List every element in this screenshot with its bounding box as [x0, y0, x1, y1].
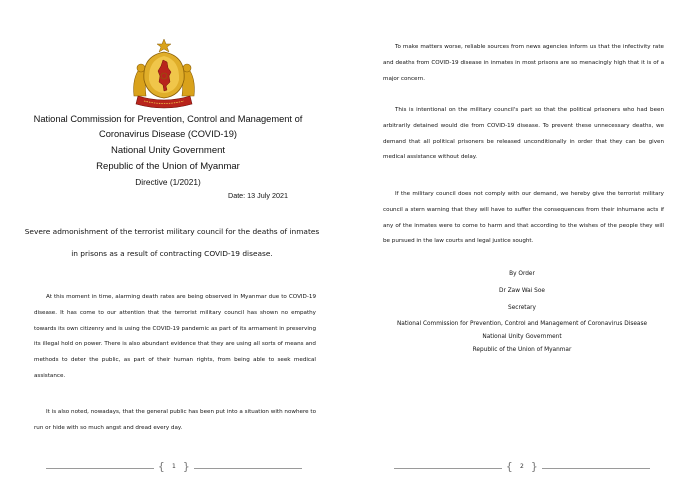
signatory-title: Secretary: [508, 305, 536, 311]
paragraph: [383, 103, 664, 166]
subject-line-2: in prisons as a result of contracting COVID-19 disease.: [71, 249, 273, 258]
signature-government: National Unity Government: [482, 334, 562, 340]
footer-rule-left: [394, 468, 502, 469]
paragraph: [34, 290, 316, 385]
paragraph-text: This is intentional on the military council's part so that the political prisoners who had been arbitrarily detained would die from COVID-19 disease. To prevent these unnecessary deaths, we demand that all political prisoners be released unconditionally in order that they can be given medical assistance without delay.: [383, 107, 664, 161]
page-number: 2: [520, 463, 524, 470]
footer-rule-right: [542, 468, 650, 469]
paragraph: [383, 187, 664, 250]
footer-brace-left: {: [158, 460, 165, 473]
paragraph-text: It is also noted, nowadays, that the general public has been put into a situation with nowhere to run or hide with so much angst and dread every day.: [34, 409, 316, 431]
paragraph: [383, 40, 664, 87]
state-name: Republic of the Union of Myanmar: [96, 161, 240, 172]
footer-rule-right: [194, 468, 302, 469]
directive-number: Directive (1/2021): [135, 177, 201, 187]
document-page-2: [348, 0, 696, 492]
footer-rule-left: [46, 468, 154, 469]
footer-brace-right: }: [183, 460, 190, 473]
footer-brace-right: }: [531, 460, 538, 473]
paragraph-text: At this moment in time, alarming death rates are being observed in Myanmar due to COVID-19 disease. It has come to our attention that the terrorist military council has shown no empathy towards its own citizenry and is using the COVID-19 pandemic as part of its armament in preserving its illegal hold on power. There is also abundant evidence that they are using all sorts of means and methods to deter the public, as part of their human rights, from being able to seek medical assistance.: [34, 294, 316, 379]
state-emblem-icon: [130, 38, 198, 110]
footer-brace-left: {: [506, 460, 513, 473]
signature-state: Republic of the Union of Myanmar: [472, 347, 572, 353]
paragraph: [34, 405, 316, 437]
paragraph-text: To make matters worse, reliable sources from news agencies inform us that the infectivity rate and deaths from COVID-19 disease in inmates in most prisons are so menacingly high that it is of a major concern.: [383, 44, 664, 82]
page-number: 1: [172, 463, 176, 470]
commission-title-line-2: Coronavirus Disease (COVID-19): [99, 129, 237, 139]
commission-title-line-1: National Commission for Prevention, Control and Management of: [33, 114, 303, 124]
signature-by-order: By Order: [509, 271, 535, 277]
paragraph-text: If the military council does not comply with our demand, we hereby give the terrorist military council a stern warning that they will have to suffer the consequences from their inhumane acts if any of the inmates were to come to harm and that according to the wishes of the people they will be pursued in the law courts and legal justice sought.: [383, 191, 664, 245]
subject-line-1: Severe admonishment of the terrorist military council for the deaths of inmates: [24, 227, 320, 236]
signatory-name: Dr Zaw Wai Soe: [499, 288, 545, 294]
signature-commission: National Commission for Prevention, Control and Management of Coronavirus Disease: [396, 321, 648, 327]
directive-date: Date: 13 July 2021: [228, 191, 288, 200]
government-name: National Unity Government: [110, 145, 226, 156]
